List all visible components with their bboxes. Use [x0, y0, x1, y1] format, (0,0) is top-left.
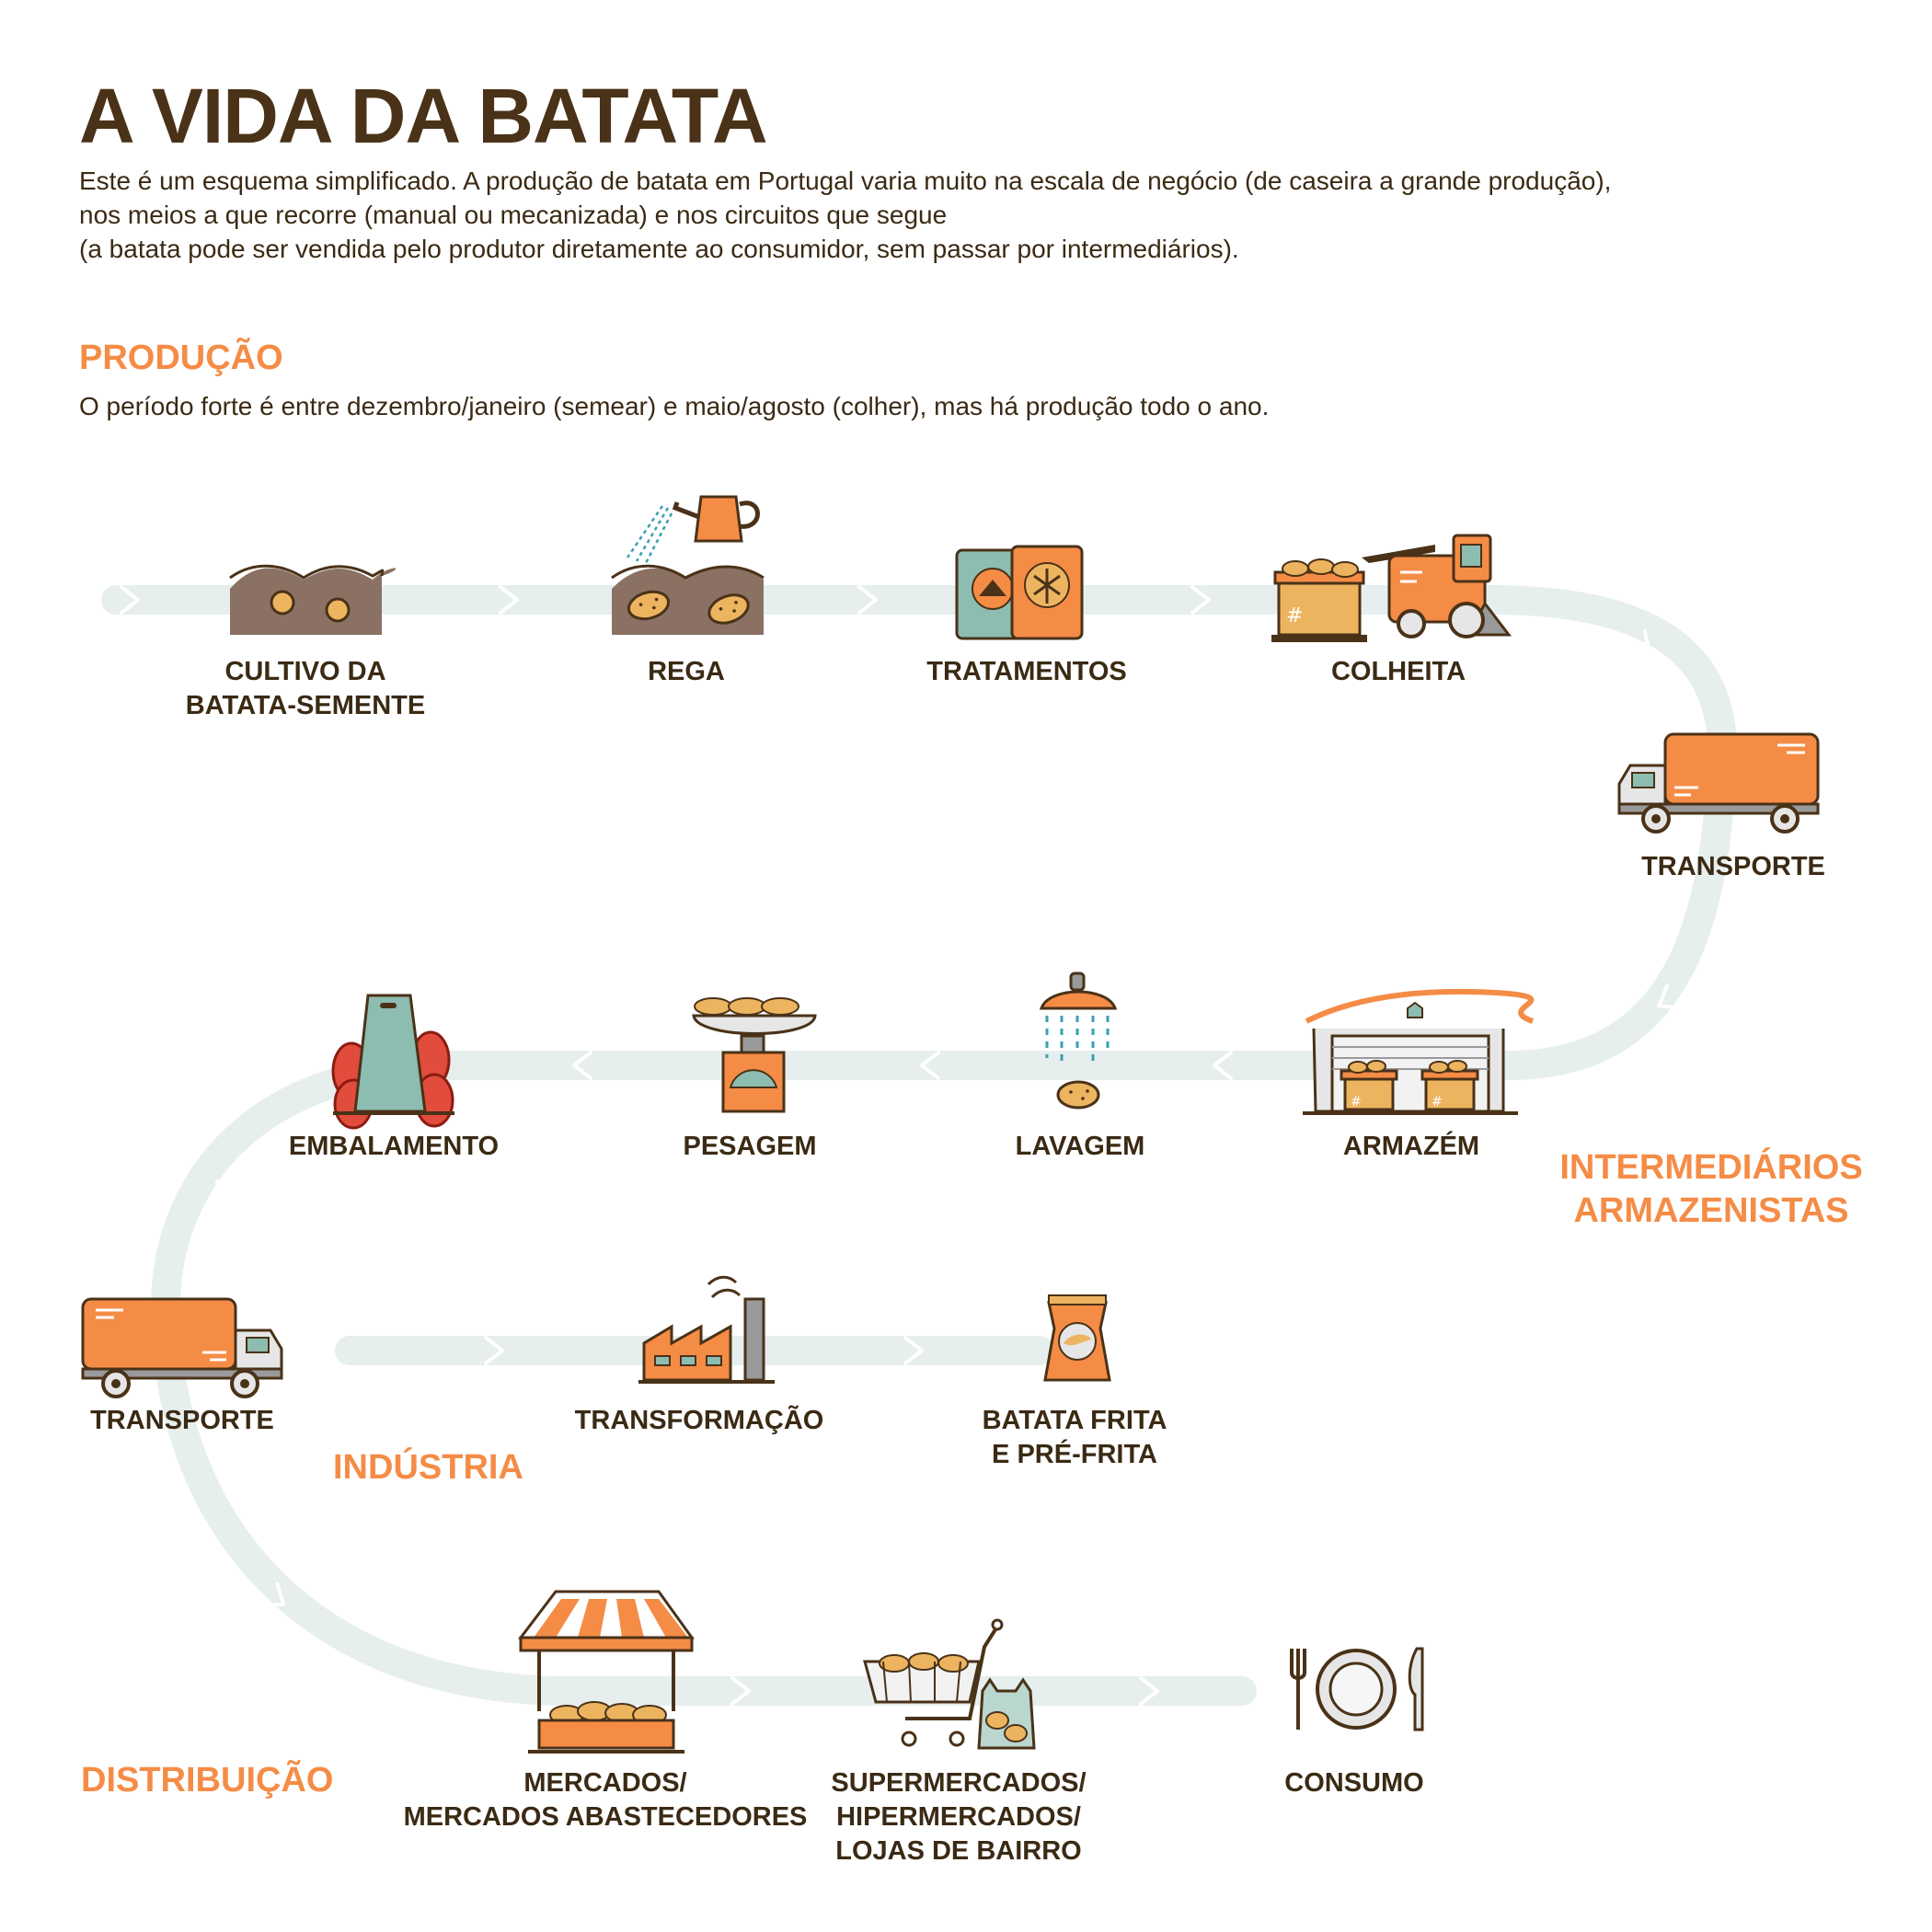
step-label-transporte-2	[0, 1404, 385, 1438]
intro-line: nos meios a que recorre (manual ou mecanizada) e nos circuitos que segue	[79, 201, 948, 229]
intro-line: (a batata pode ser vendida pelo produtor diretamente ao consumidor, sem passar por intermediários).	[79, 235, 1239, 263]
step-label-line: HIPERMERCADOS/	[836, 1802, 1081, 1832]
step-label-line: MERCADOS ABASTECEDORES	[403, 1802, 808, 1832]
shower-icon	[1041, 973, 1115, 1108]
step-label-line: PESAGEM	[683, 1132, 817, 1161]
step-label-line: CONSUMO	[1284, 1768, 1424, 1798]
soil-icon	[230, 566, 396, 635]
step-label-transporte-1	[1531, 850, 1932, 884]
step-label-line: TRATAMENTOS	[926, 657, 1127, 686]
harvester-icon	[1271, 535, 1509, 642]
fertilizer-bags-icon	[957, 546, 1082, 638]
market-stall-icon	[521, 1592, 692, 1752]
section-intermediarios-line1: INTERMEDIÁRIOS	[1559, 1148, 1863, 1187]
section-distribuicao: DISTRIBUIÇÃO	[81, 1761, 334, 1800]
intro-line: Este é um esquema simplificado. A produção de batata em Portugal varia muito na escala de negócio (de caseira a grande produção),	[79, 167, 1612, 195]
step-label-cultivo	[103, 655, 508, 723]
step-label-colheita	[1196, 655, 1601, 689]
step-label-consumo	[1152, 1766, 1557, 1800]
producao-note: O período forte é entre dezembro/janeiro (semear) e maio/agosto (colher), mas há produção todo o ano.	[79, 392, 1270, 420]
section-intermediarios-line2: ARMAZENISTAS	[1573, 1191, 1849, 1230]
step-label-line: CULTIVO DA	[224, 657, 386, 686]
step-label-line: SUPERMERCADOS/	[831, 1768, 1087, 1798]
step-label-supermercados	[756, 1766, 1161, 1869]
step-label-line: BATATA FRITA	[982, 1406, 1167, 1435]
step-label-line: LOJAS DE BAIRRO	[835, 1836, 1082, 1866]
factory-icon	[638, 1277, 775, 1382]
step-label-line: TRANSPORTE	[90, 1406, 274, 1435]
chips-bag-icon	[1045, 1295, 1110, 1380]
plate-cutlery-icon	[1292, 1649, 1422, 1730]
intro-text	[79, 164, 1827, 266]
svg-text:#: #	[1286, 604, 1304, 627]
section-industria: INDÚSTRIA	[333, 1448, 523, 1487]
step-label-line: COLHEITA	[1330, 657, 1466, 686]
packaging-icon	[333, 995, 454, 1128]
step-label-transformacao	[497, 1404, 902, 1438]
step-label-tratamentos	[824, 655, 1229, 689]
step-label-line: ARMAZÉM	[1342, 1132, 1480, 1161]
step-label-pesagem	[547, 1130, 952, 1164]
step-label-line: E PRÉ-FRITA	[992, 1440, 1157, 1469]
section-producao: PRODUÇÃO	[79, 339, 283, 377]
step-label-line: EMBALAMENTO	[288, 1132, 500, 1161]
step-label-line: TRANSFORMAÇÃO	[574, 1406, 824, 1435]
step-label-line: LAVAGEM	[1015, 1132, 1145, 1161]
step-label-mercados	[403, 1766, 808, 1834]
page-title: A VIDA DA BATATA	[79, 73, 767, 159]
step-label-line: TRANSPORTE	[1641, 852, 1825, 881]
step-label-embalamento	[191, 1130, 596, 1164]
step-label-line: BATATA-SEMENTE	[185, 691, 426, 720]
step-label-batata-frita	[872, 1404, 1277, 1472]
step-label-line: MERCADOS/	[523, 1768, 687, 1798]
step-label-line: REGA	[648, 657, 725, 686]
watering-can-icon	[612, 497, 764, 635]
warehouse-icon	[1303, 992, 1533, 1113]
